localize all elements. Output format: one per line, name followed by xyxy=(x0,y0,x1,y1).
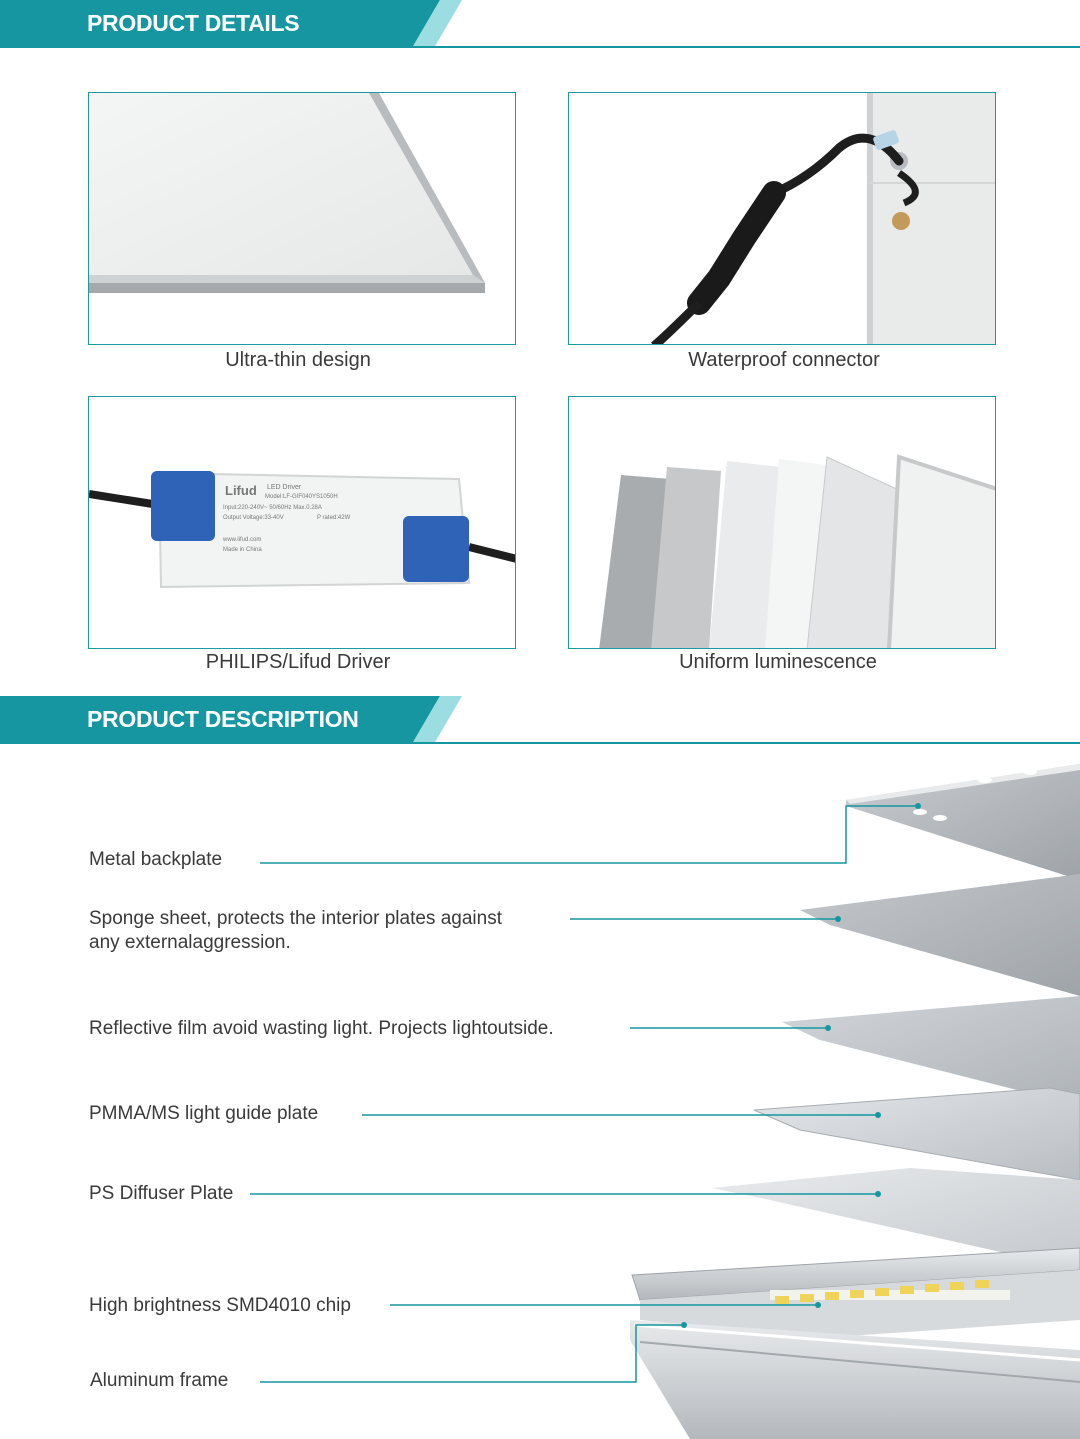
caption-waterproof-connector: Waterproof connector xyxy=(688,349,880,371)
label-reflective-film: Reflective film avoid wasting light. Projects lightoutside. xyxy=(89,1018,554,1039)
label-sponge-line1: Sponge sheet, protects the interior plates against xyxy=(89,908,502,929)
driver-input: Input:220-240V~ 50/60Hz Max.0.28A xyxy=(223,505,322,511)
section-title: PRODUCT DESCRIPTION xyxy=(87,706,359,732)
caption-uniform-luminescence: Uniform luminescence xyxy=(679,651,877,673)
driver-name: LED Driver xyxy=(267,484,302,491)
label-aluminum-frame: Aluminum frame xyxy=(90,1370,229,1391)
label-sponge-line2: any externalaggression. xyxy=(89,932,291,953)
driver-output: Output Voltage:33-40V xyxy=(223,515,284,521)
driver-made: Made in China xyxy=(223,547,262,553)
driver-web: www.lifud.com xyxy=(223,537,262,543)
label-diffuser-plate: PS Diffuser Plate xyxy=(89,1183,234,1204)
driver-power: P rated:42W xyxy=(317,515,351,521)
label-metal-backplate: Metal backplate xyxy=(89,849,223,870)
section-title: PRODUCT DETAILS xyxy=(87,10,300,36)
caption-driver: PHILIPS/Lifud Driver xyxy=(205,651,391,673)
leader-metal-backplate xyxy=(260,806,918,863)
label-light-guide-plate: PMMA/MS light guide plate xyxy=(89,1103,319,1124)
label-smd-chip: High brightness SMD4010 chip xyxy=(89,1295,351,1316)
driver-brand: Lifud xyxy=(225,483,257,498)
driver-model: Model:LF-GIF040YS1050H xyxy=(265,494,338,500)
caption-ultra-thin: Ultra-thin design xyxy=(225,349,371,371)
leader-aluminum-frame xyxy=(260,1325,684,1382)
